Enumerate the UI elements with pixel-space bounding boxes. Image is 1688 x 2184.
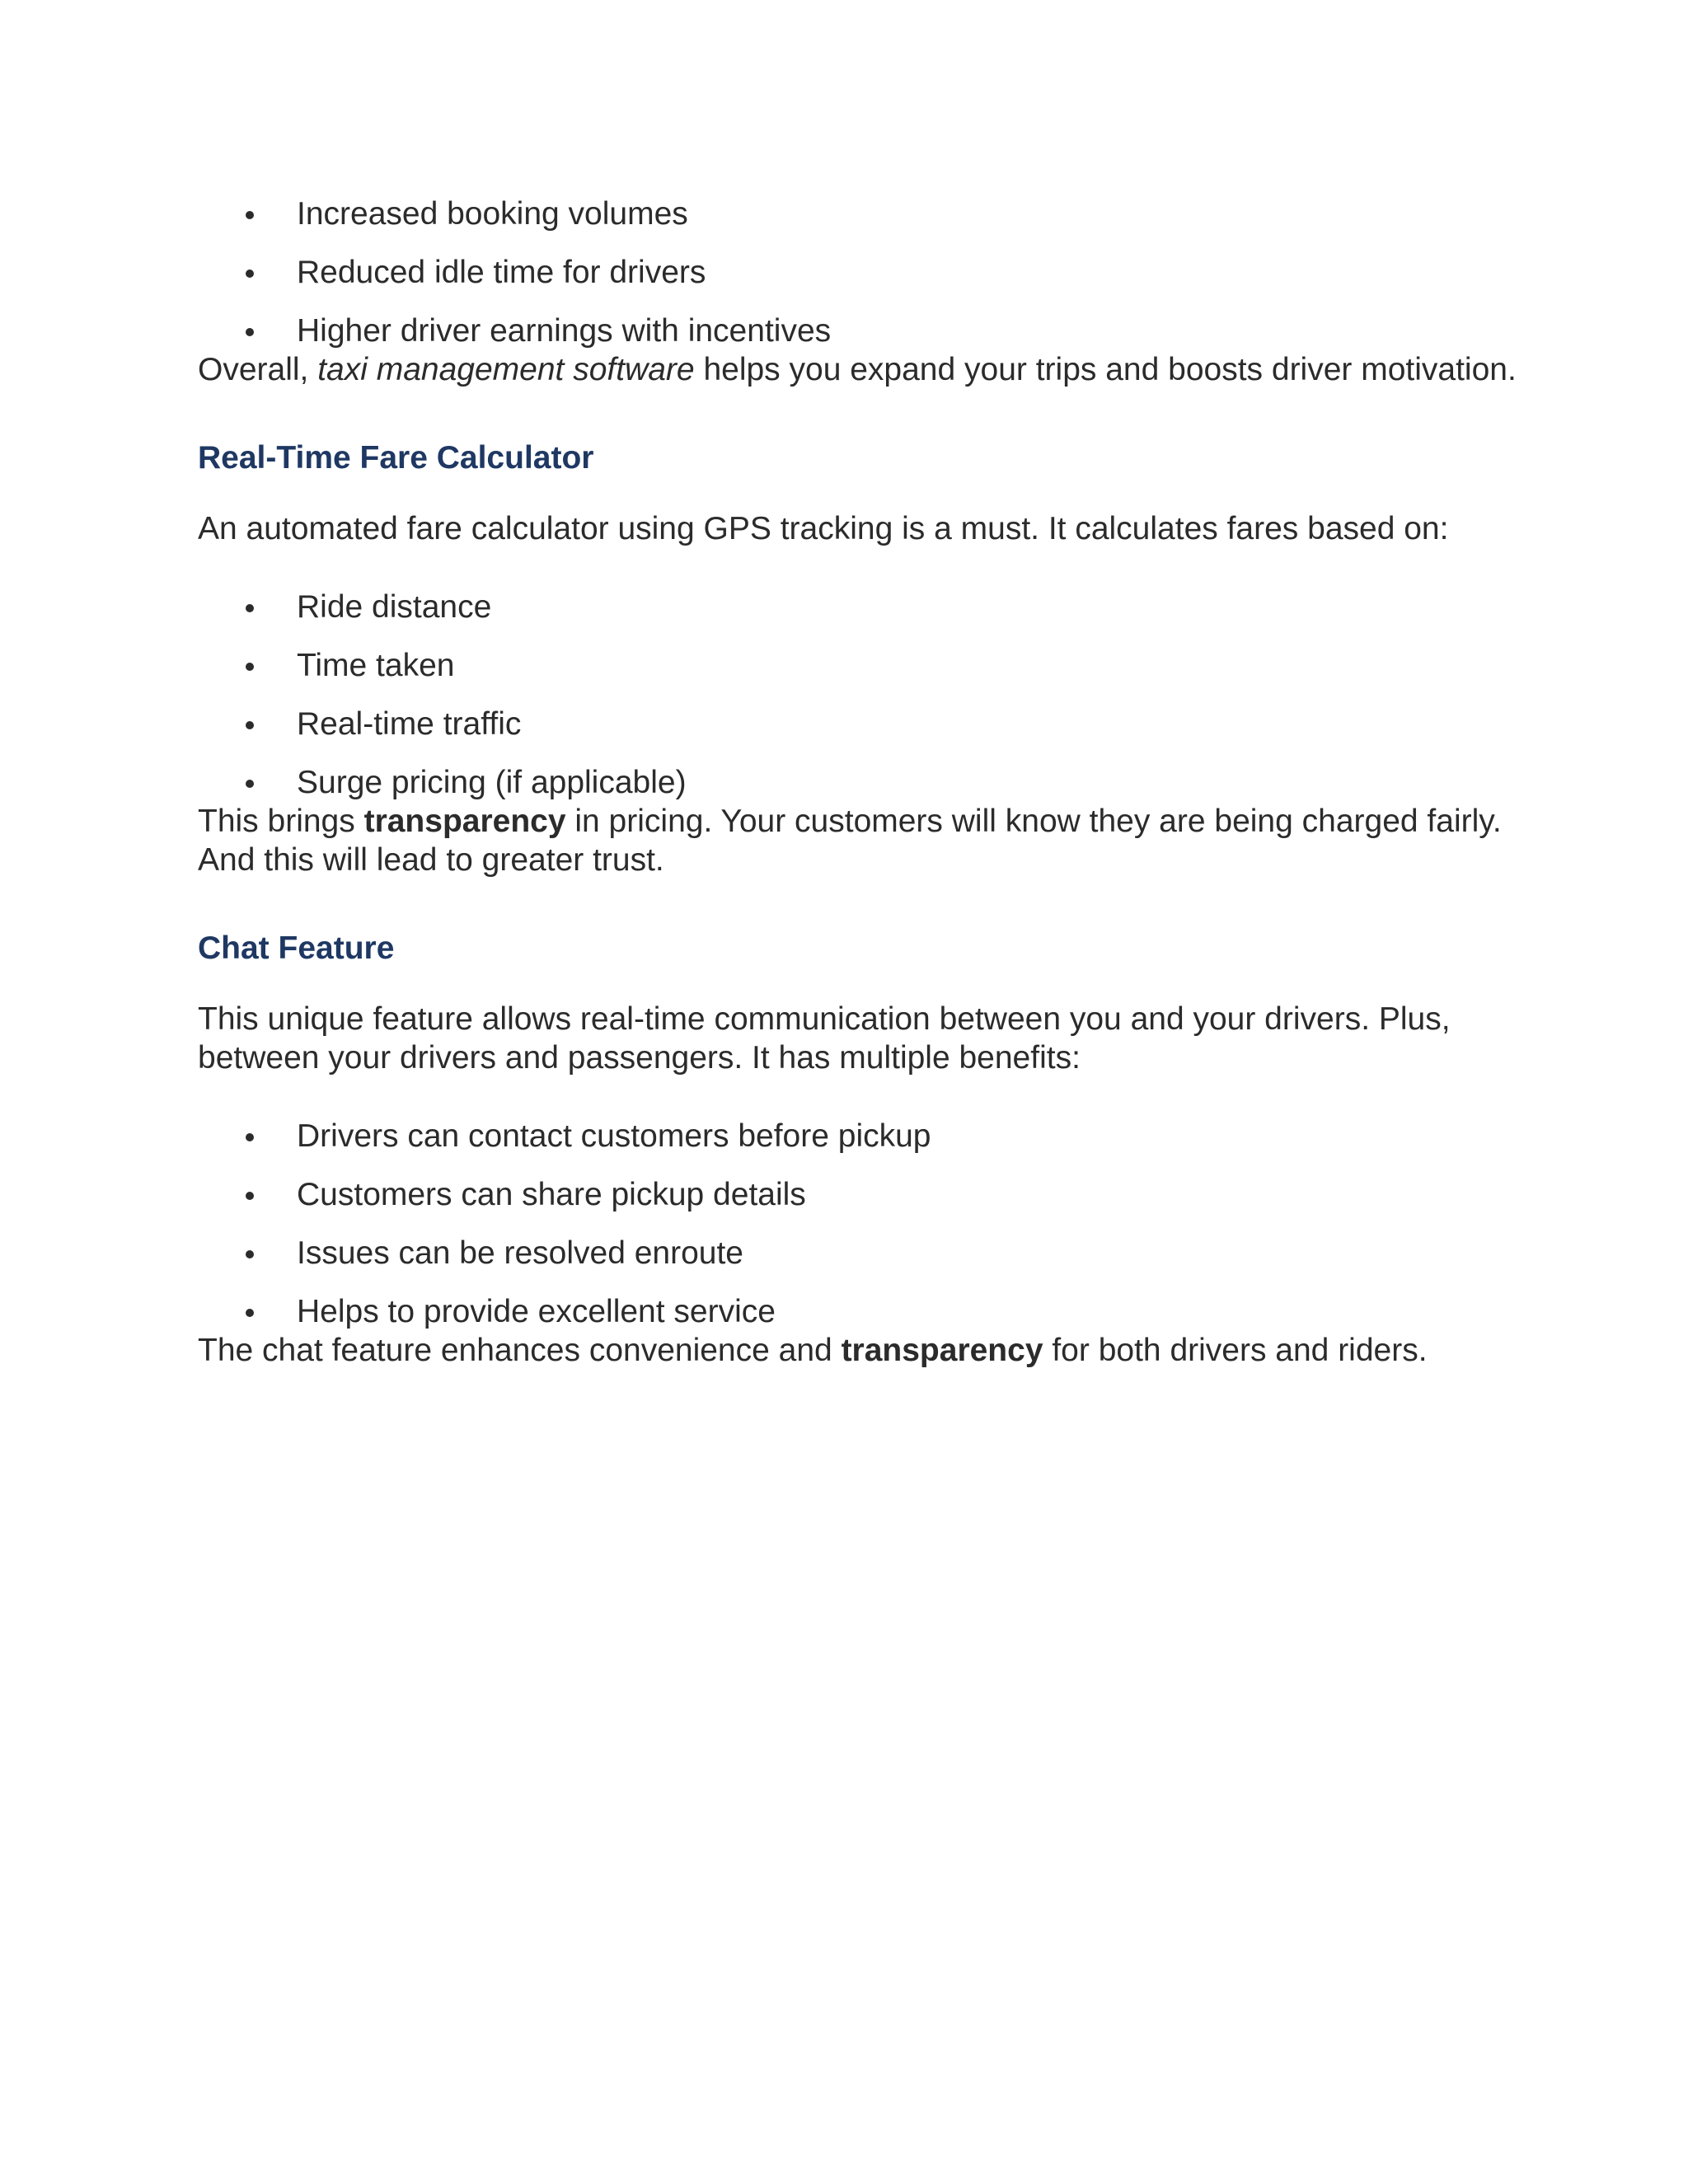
list-item: Increased booking volumes (198, 194, 1517, 233)
bullet-icon (246, 328, 254, 336)
bullet-icon (246, 1133, 254, 1141)
list-item: Reduced idle time for drivers (198, 253, 1517, 292)
bullet-icon (246, 604, 254, 612)
document-page (198, 194, 1517, 1370)
emphasis-text: taxi management software (317, 352, 695, 387)
list-item: Time taken (198, 646, 1517, 685)
bullet-icon (246, 1192, 254, 1200)
list-item: Helps to provide excellent service (198, 1292, 1517, 1331)
fare-closing-paragraph: This brings transparency in pricing. Your customers will know they are being charged fairly. And this will lead to greater trust. (198, 804, 1502, 878)
list-item: Real-time traffic (198, 705, 1517, 743)
list-item: Drivers can contact customers before pickup (198, 1117, 1517, 1155)
bullet-icon (246, 663, 254, 671)
fare-intro-paragraph: An automated fare calculator using GPS tracking is a must. It calculates fares based on: (198, 511, 1449, 546)
chat-closing-paragraph: The chat feature enhances convenience and transparency for both drivers and riders. (198, 1333, 1428, 1368)
bullet-icon (246, 1250, 254, 1258)
overall-paragraph: Overall, taxi management software helps you expand your trips and boosts driver motivation. (198, 352, 1517, 387)
chat-benefits-list (198, 1117, 1517, 1331)
list-item: Surge pricing (if applicable) (198, 763, 1517, 802)
bold-text: transparency (841, 1333, 1043, 1368)
chat-intro-paragraph: This unique feature allows real-time communication between you and your drivers. Plus, between your drivers and passengers. It has multiple benefits: (198, 1001, 1451, 1076)
benefits-list (198, 194, 1517, 350)
fare-factors-list (198, 588, 1517, 802)
list-item: Higher driver earnings with incentives (198, 312, 1517, 350)
fare-calculator-heading: Real-Time Fare Calculator (198, 440, 594, 476)
bullet-icon (246, 721, 254, 729)
bold-text: transparency (363, 804, 566, 839)
list-item: Ride distance (198, 588, 1517, 626)
list-item: Issues can be resolved enroute (198, 1234, 1517, 1272)
bullet-icon (246, 211, 254, 219)
bullet-icon (246, 1309, 254, 1317)
bullet-icon (246, 269, 254, 278)
bullet-icon (246, 780, 254, 788)
list-item: Customers can share pickup details (198, 1175, 1517, 1214)
chat-feature-heading: Chat Feature (198, 930, 395, 966)
